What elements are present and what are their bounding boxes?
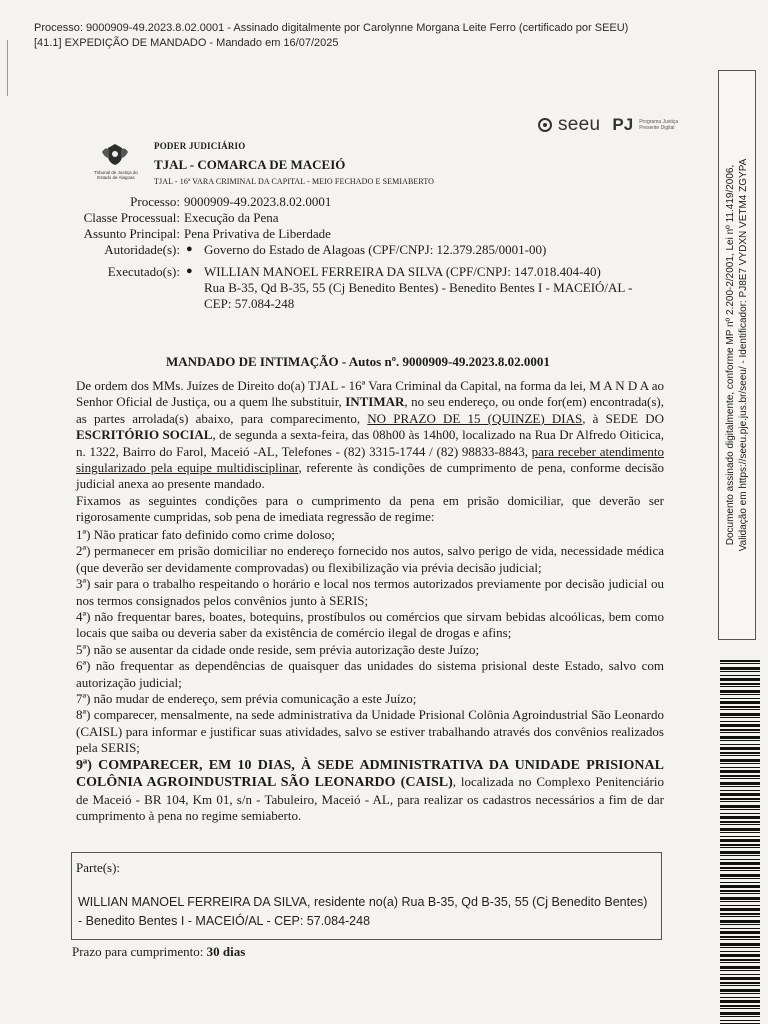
bullet-icon: ● [186,243,193,255]
intimar-emphasis: INTIMAR [345,394,405,410]
coat-of-arms-caption: Tribunal de Justiça do Estado de Alagoas [94,170,138,180]
seeu-wordmark: seeu [558,114,601,135]
prazo-value: 30 dias [206,944,246,959]
autoridade-value: Governo do Estado de Alagoas (CPF/CNPJ: 12.379.285/0001-00) [204,242,547,257]
intro-text-d: , de segunda a sexta-feira, das 08h00 às 14h00, localizado na Rua Dr Alfredo Oiticica, n. 1322, Bairro do Farol, Maceió -AL, Telefones - (82) 3315-1744 / (82) 98833-8843, [76,427,664,459]
conditions-intro-paragraph: Fixamos as seguintes condições para o cumprimento da pena em prisão domiciliar, que deverão ser rigorosamente cumpridas, sob pena de imediata regressão de regime: [76,492,664,525]
seeu-logo [538,114,683,136]
escritorio-emphasis: ESCRITÓRIO SOCIAL [76,427,213,443]
assunto-label: Assunto Principal: [83,226,180,241]
condition-9-emphasis: 9ª) COMPARECER, EM 10 DIAS, À SEDE ADMINISTRATIVA DA UNIDADE PRISIONAL COLÔNIA AGROINDUSTRIAL SÃO LEONARDO (CAISL) [76,757,664,791]
header-vara: TJAL - 16ª VARA CRIMINAL DA CAPITAL - MEIO FECHADO E SEMIABERTO [154,177,435,186]
condition-item-9 [76,757,664,825]
prazo-cumprimento [72,944,245,960]
intro-paragraph [76,378,664,493]
prazo-emphasis: NO PRAZO DE 15 (QUINZE) DIAS [367,410,583,426]
intro-text-c: , à SEDE DO [582,410,665,426]
condition-item: 3ª) sair para o trabalho respeitando o horário e local nos termos autorizados previamente por decisão judicial ou nos termos consignados pelos convênios junto à SERIS; [76,576,664,608]
classe-label: Classe Processual: [83,210,180,225]
pj-logo-mark: PJ [612,115,634,134]
assunto-value: Pena Privativa de Liberdade [184,226,331,241]
executado-label: Executado(s): [107,264,180,279]
bullet-icon: ● [186,265,193,277]
condition-item: 5ª) não se ausentar da cidade onde reside, sem prévia autorização deste Juízo; [76,641,480,657]
signature-stamp-line: Processo: 9000909-49.2023.8.02.0001 - Assinado digitalmente por Carolynne Morgana Leite Ferro (certificado por SEEU) [34,22,629,34]
condition-9-text: , localizada no Complexo Penitenciário de Maceió - BR 104, Km 01, s/n - Tabuleiro, Maceió - AL, para realizar os cadastros necessários a fim de dar cumprimento à pena no regime semiaberto. [76,774,664,823]
document-title: MANDADO DE INTIMAÇÃO - Autos nº. 9000909-49.2023.8.02.0001 [166,354,550,369]
condition-item: 7ª) não mudar de endereço, sem prévia comunicação a este Juízo; [76,691,417,707]
intro-text-e: , referente às condições de cumprimento de pena, conforme decisão judicial anexa ao presente mandado. [76,460,664,492]
condition-item: 8ª) comparecer, mensalmente, na sede administrativa da Unidade Prisional Colônia Agroindustrial São Leonardo (CAISL) para informar e justificar suas atividades, salvo se estiver trabalhando através dos convênios realizados pela SERIS; [76,707,664,756]
validation-box [718,70,756,640]
expedition-stamp-line: [41.1] EXPEDIÇÃO DE MANDADO - Mandado em 16/07/2025 [34,37,339,49]
condition-item: 2ª) permanecer em prisão domiciliar no endereço fornecido nos autos, salvo perigo de vida, necessidade médica (que deverão ser devidamente comprovadas) ou flexibilização via prévia decisão judicial; [76,543,664,575]
intro-text-b: , no seu endereço, ou onde for(em) encontrada(s), as partes arrolada(s) abaixo, para comparecimento, [76,394,664,426]
seeu-logo-icon [538,118,552,132]
condition-item: 4ª) não frequentar bares, boates, botequins, prostíbulos ou comércios que sirvam bebidas alcoólicas, bem como locais que saiba ou deveria saber da existência de comércio ilegal de drogas e afins; [76,609,664,641]
executado-cep: CEP: 57.084-248 [204,296,295,311]
pj-logo-caption: Programa Justiça Presente Digital [639,119,679,131]
partes-text: WILLIAN MANOEL FERREIRA DA SILVA, residente no(a) Rua B-35, Qd B-35, 55 (Cj Benedito Bentes) - Benedito Bentes I - MACEIÓ/AL - CEP: 57.084-248 [78,895,648,928]
partes-label: Parte(s): [76,860,121,875]
validation-line-2: Validação em https://seeu.pje.jus.br/seeu/ - Identificador: PJ8E7 VYDXN VETM4 ZGYPA [738,158,749,552]
margin-rule [7,40,8,96]
intro-text-a: De ordem dos MMs. Juízes de Direito do(a) TJAL - 16ª Vara Criminal da Capital, na forma da lei, M A N D A ao Senhor Oficial de Justiça, ou a quem lhe substituir, [76,378,664,410]
executado-name: WILLIAN MANOEL FERREIRA DA SILVA (CPF/CNPJ: 147.018.404-40) [204,264,601,279]
condition-item: 6ª) não frequentar as dependências de quaisquer das unidades do sistema prisional deste Estado, salvo com autorização judicial; [76,658,664,690]
classe-value: Execução da Pena [184,210,279,225]
condition-item: 1ª) Não praticar fato definido como crime doloso; [76,527,335,542]
validation-line-1: Documento assinado digitalmente, conforme MP nº 2.200-2/2001, Lei nº 11.419/2006, [725,164,736,546]
processo-value: 9000909-49.2023.8.02.0001 [184,194,332,209]
processo-label: Processo: [130,194,180,209]
header-comarca: TJAL - COMARCA DE MACEIÓ [154,157,346,172]
prazo-label: Prazo para cumprimento: [72,944,204,959]
conditions-list [76,527,664,824]
validation-text [724,159,750,552]
barcode [720,660,760,1024]
header-poder-judiciario: PODER JUDICIÁRIO [154,141,246,151]
executado-address: Rua B-35, Qd B-35, 55 (Cj Benedito Bentes) - Benedito Bentes I - MACEIÓ/AL - [204,280,633,295]
autoridade-label: Autoridade(s): [104,242,180,257]
intro-section [76,378,664,526]
atendimento-emphasis: para receber atendimento singularizado pela equipe multidisciplinar [76,443,664,476]
coat-of-arms-icon [100,142,130,168]
